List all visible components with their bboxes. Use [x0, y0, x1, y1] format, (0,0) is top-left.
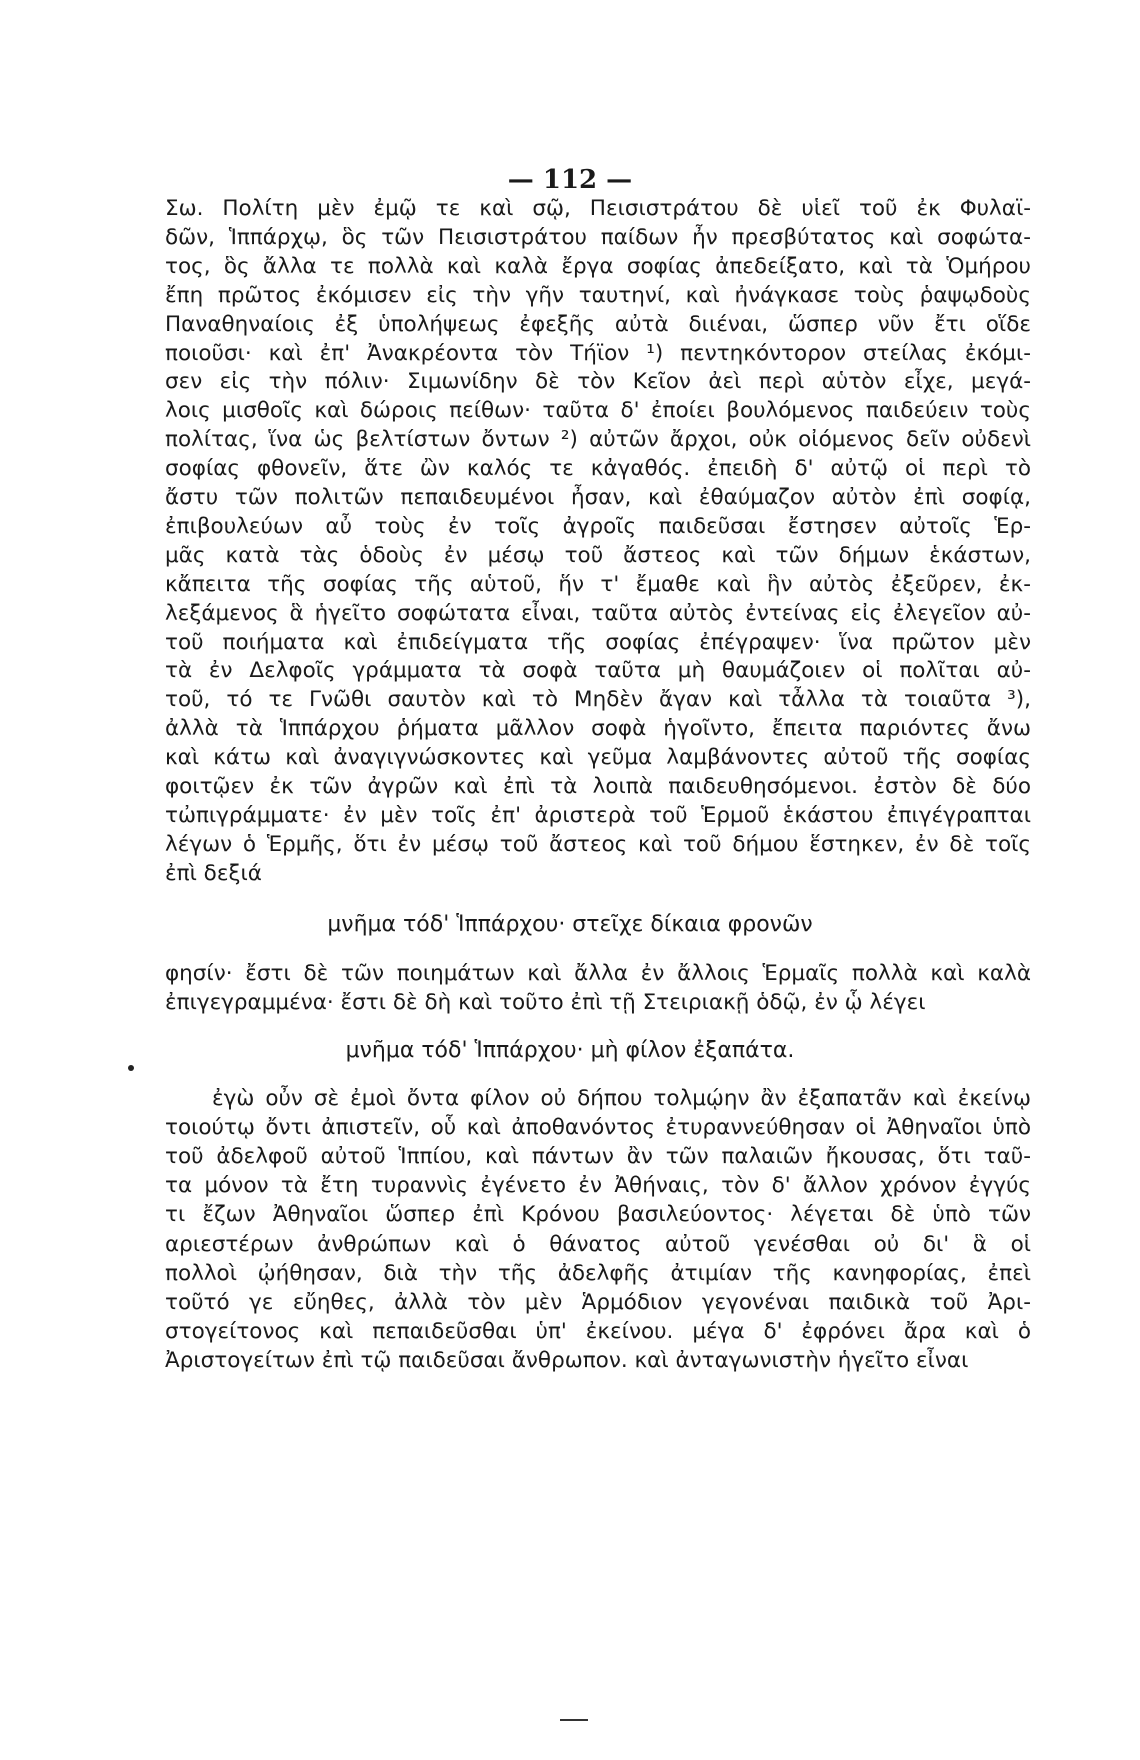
verse-epigram-1: μνῆμα τόδ' Ἱππάρχου· στεῖχε δίκαια φρονῶν	[327, 912, 813, 937]
text-line: ἐπιβουλεύων αὖ τοὺς ἐν τοῖς ἀγροῖς παιδεῦσαι ἔστησεν αὐτοῖς Ἑρ-	[165, 513, 1031, 539]
text-line: Παναθηναίοις ἐξ ὑπολήψεως ἐφεξῆς αὐτὰ διιέναι, ὥσπερ νῦν ἔτι οἵδε	[165, 311, 1031, 337]
text-line: τος, ὃς ἄλλα τε πολλὰ καὶ καλὰ ἔργα σοφίας ἀπεδείξατο, καὶ τὰ Ὁμήρου	[165, 253, 1031, 279]
text-line: φησίν· ἔστι δὲ τῶν ποιημάτων καὶ ἄλλα ἐν ἄλλοις Ἑρμαῖς πολλὰ καὶ καλὰ	[165, 961, 1031, 986]
text-line: σοφίας φθονεῖν, ἅτε ὢν καλός τε κἀγαθός. ἐπειδὴ δ' αὐτῷ οἱ περὶ τὸ	[165, 456, 1031, 482]
text-line: αριεστέρων ἀνθρώπων καὶ ὁ θάνατος αὐτοῦ γενέσθαι οὐ δι' ἃ οἱ	[165, 1231, 1031, 1257]
text-line: φοιτῷεν ἐκ τῶν ἀγρῶν καὶ ἐπὶ τὰ λοιπὰ παιδευθησόμενοι. ἐστὸν δὲ δύο	[165, 774, 1031, 799]
text-line: τὠπιγράμματε· ἐν μὲν τοῖς ἐπ' ἀριστερὰ τοῦ Ἑρμοῦ ἑκάστου ἐπιγέγραπται	[165, 802, 1031, 828]
text-line: τοῦ ἀδελφοῦ αὐτοῦ Ἱππίου, καὶ πάντων ἂν τῶν παλαιῶν ἤκουσας, ὅτι ταῦ-	[165, 1144, 1031, 1170]
text-line: τι ἔζων Ἀθηναῖοι ὥσπερ ἐπὶ Κρόνου βασιλεύοντος· λέγεται δὲ ὑπὸ τῶν	[165, 1202, 1031, 1228]
text-line: ἐπιγεγραμμένα· ἔστι δὲ δὴ καὶ τοῦτο ἐπὶ τῇ Στειριακῇ ὁδῷ, ἐν ᾧ λέγει	[165, 989, 926, 1015]
text-line: πολίτας, ἵνα ὡς βελτίστων ὄντων ²) αὐτῶν ἄρχοι, οὐκ οἰόμενος δεῖν οὐδενὶ	[165, 427, 1031, 453]
text-line: ποιοῦσι· καὶ ἐπ' Ἀνακρέοντα τὸν Τήϊον ¹) πεντηκόντορον στείλας ἐκόμι-	[165, 340, 1031, 366]
verse-epigram-2: μνῆμα τόδ' Ἱππάρχου· μὴ φίλον ἐξαπάτα.	[345, 1038, 795, 1063]
text-line: ἔπη πρῶτος ἐκόμισεν εἰς τὴν γῆν ταυτηνί, καὶ ἠνάγκασε τοὺς ῥαψῳδοὺς	[165, 282, 1031, 308]
text-line: δῶν, Ἱππάρχῳ, ὃς τῶν Πεισιστράτου παίδων ἦν πρεσβύτατος καὶ σοφώτα-	[165, 224, 1031, 250]
text-line: τοιούτῳ ὄντι ἀπιστεῖν, οὗ καὶ ἀποθανόντος ἐτυραννεύθησαν οἱ Ἀθηναῖοι ὑπὸ	[165, 1115, 1031, 1141]
text-line: τοῦ ποιήματα καὶ ἐπιδείγματα τῆς σοφίας ἐπέγραψεν· ἵνα πρῶτον μὲν	[165, 629, 1031, 655]
page-number: — 112 —	[507, 165, 633, 195]
text-line: καὶ κάτω καὶ ἀναγιγνώσκοντες καὶ γεῦμα λαμβάνοντες αὐτοῦ τῆς σοφίας	[165, 745, 1031, 771]
text-line: ἐγὼ οὖν σὲ ἐμοὶ ὄντα φίλον οὐ δήπου τολμῴην ἂν ἐξαπατᾶν καὶ ἐκείνῳ	[212, 1086, 1031, 1111]
text-line: ἐπὶ δεξιά	[165, 860, 262, 886]
text-line: λέγων ὁ Ἑρμῆς, ὅτι ἐν μέσῳ τοῦ ἄστεος καὶ τοῦ δήμου ἕστηκεν, ἐν δὲ τοῖς	[165, 831, 1031, 857]
text-line: Σω. Πολίτη μὲν ἐμῷ τε καὶ σῷ, Πεισιστράτου δὲ υἱεῖ τοῦ ἐκ Φυλαϊ-	[165, 196, 1031, 221]
text-line: λοις μισθοῖς καὶ δώροις πείθων· ταῦτα δ' ἐποίει βουλόμενος παιδεύειν τοὺς	[165, 398, 1031, 424]
text-line: ἀλλὰ τὰ Ἱππάρχου ῥήματα μᾶλλον σοφὰ ἡγοῖντο, ἔπειτα παριόντες ἄνω	[165, 716, 1031, 742]
text-line: σεν εἰς τὴν πόλιν· Σιμωνίδην δὲ τὸν Κεῖον ἀεὶ περὶ αὑτὸν εἶχε, μεγά-	[165, 369, 1031, 395]
text-line: στογείτονος καὶ πεπαιδεῦσθαι ὑπ' ἐκείνου. μέγα δ' ἐφρόνει ἄρα καὶ ὁ	[165, 1318, 1031, 1344]
margin-dot	[128, 1065, 134, 1071]
text-line: τὰ ἐν Δελφοῖς γράμματα τὰ σοφὰ ταῦτα μὴ θαυμάζοιεν οἱ πολῖται αὐ-	[165, 658, 1031, 684]
text-line: κἄπειτα τῆς σοφίας τῆς αὑτοῦ, ἥν τ' ἔμαθε καὶ ἣν αὐτὸς ἐξεῦρεν, ἐκ-	[165, 571, 1031, 597]
text-line: τοῦ, τό τε Γνῶθι σαυτὸν καὶ τὸ Μηδὲν ἄγαν καὶ τἆλλα τὰ τοιαῦτα ³),	[165, 687, 1031, 713]
text-line: πολλοὶ ᾠήθησαν, διὰ τὴν τῆς ἀδελφῆς ἀτιμίαν τῆς κανηφορίας, ἐπεὶ	[165, 1260, 1031, 1286]
text-line: λεξάμενος ἃ ἡγεῖτο σοφώτατα εἶναι, ταῦτα αὐτὸς ἐντείνας εἰς ἐλεγεῖον αὐ-	[165, 600, 1031, 626]
text-line: Ἀριστογείτων ἐπὶ τῷ παιδεῦσαι ἄνθρωπον. καὶ ἀνταγωνιστὴν ἡγεῖτο εἶναι	[165, 1347, 969, 1373]
footer-rule	[560, 1719, 588, 1721]
text-line: τα μόνον τὰ ἔτη τυραννὶς ἐγένετο ἐν Ἀθήναις, τὸν δ' ἄλλον χρόνον ἐγγύς	[165, 1173, 1031, 1199]
text-line: τοῦτό γε εὔηθες, ἀλλὰ τὸν μὲν Ἁρμόδιον γεγονέναι παιδικὰ τοῦ Ἀρι-	[165, 1289, 1031, 1315]
text-line: ἄστυ τῶν πολιτῶν πεπαιδευμένοι ἦσαν, καὶ ἐθαύμαζον αὐτὸν ἐπὶ σοφίᾳ,	[165, 485, 1031, 510]
text-line: μᾶς κατὰ τὰς ὁδοὺς ἐν μέσῳ τοῦ ἄστεος καὶ τῶν δήμων ἑκάστων,	[165, 542, 1031, 568]
